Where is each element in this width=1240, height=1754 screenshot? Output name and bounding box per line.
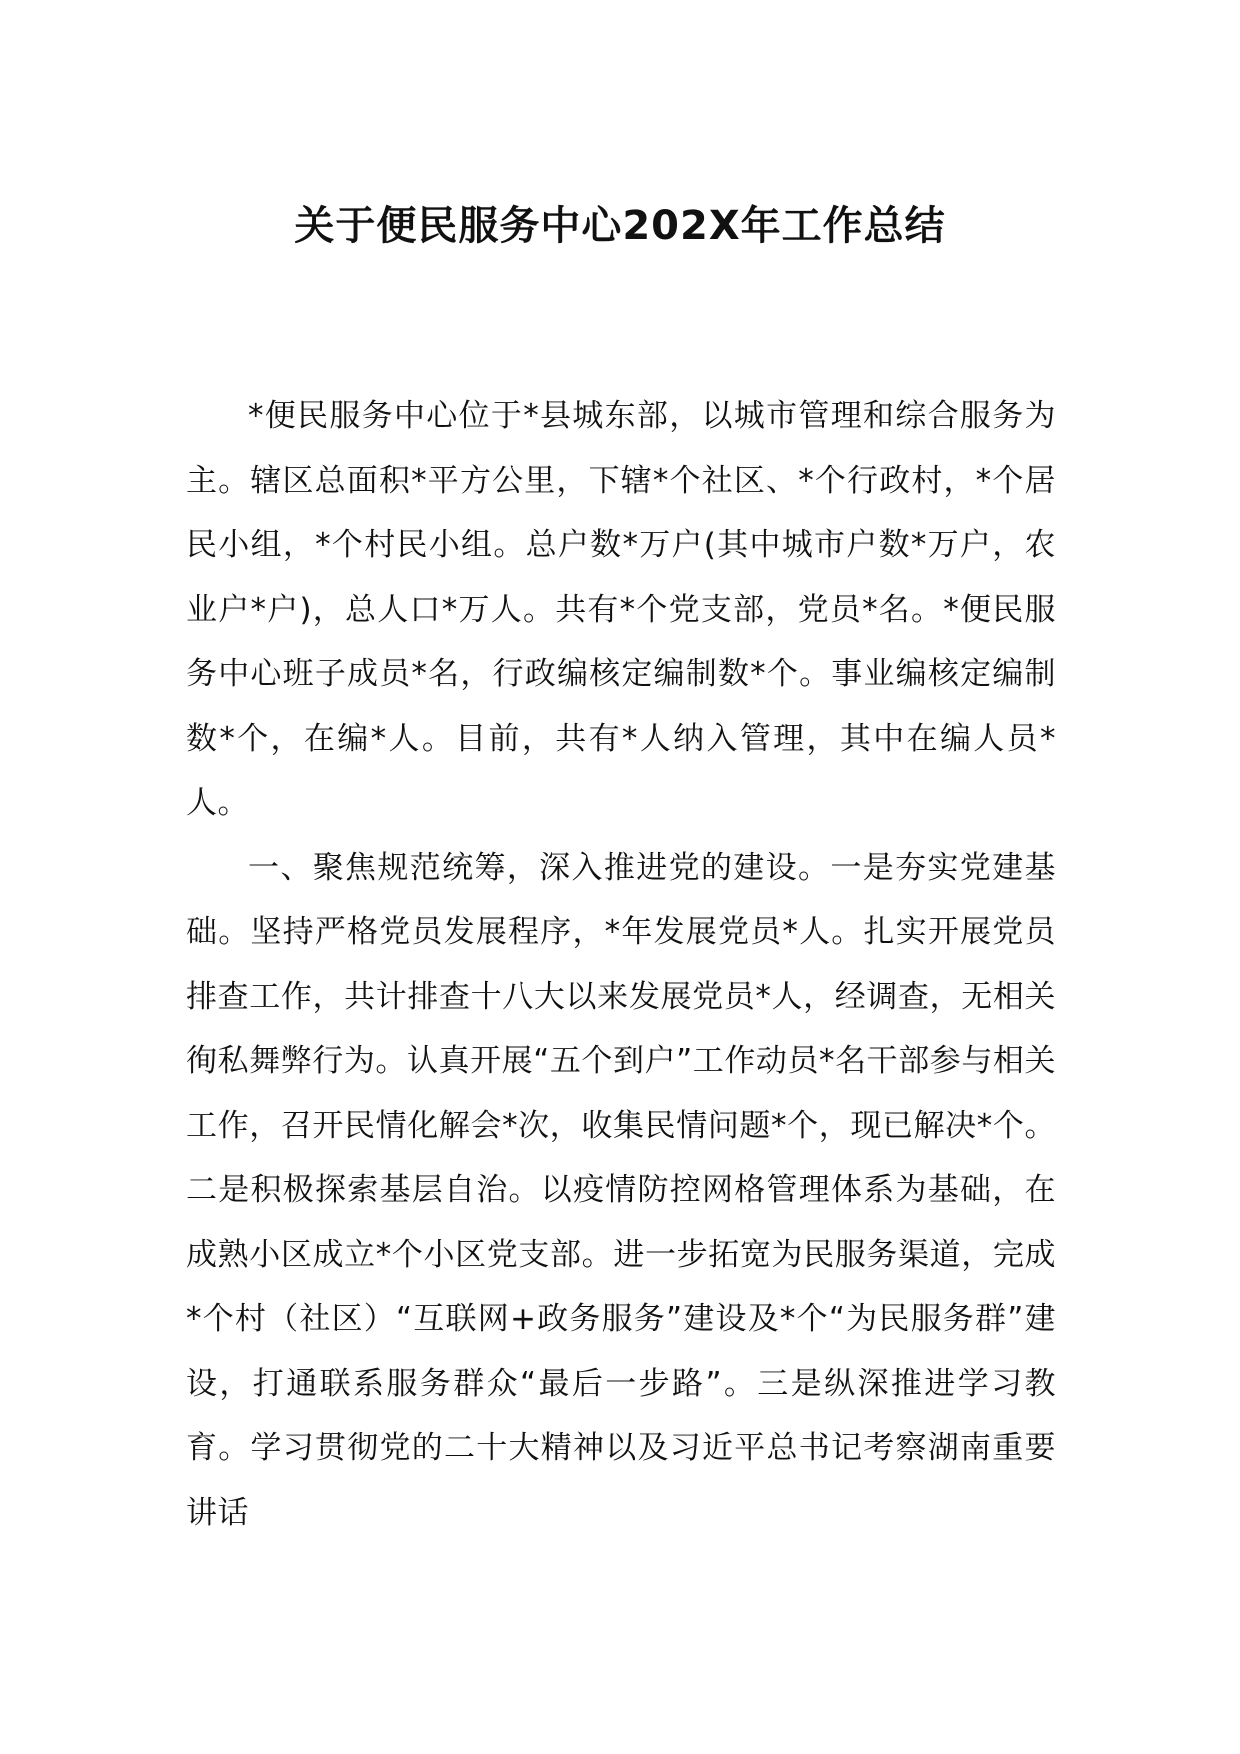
paragraph-intro: *便民服务中心位于*县城东部，以城市管理和综合服务为主。辖区总面积*平方公里，下辖*个社区、*个行政村，*个居民小组，*个村民小组。总户数*万户(其中城市户数*万户，农业户*户)，总人口*万人。共有*个党支部，党员*名。*便民服务中心班子成员*名，行政编核定编制数*个。事业编核定编制数*个，在编*人。目前，共有*人纳入管理，其中在编人员*人。 (186, 398, 1056, 821)
paragraph-party-building: 一、聚焦规范统筹，深入推进党的建设。一是夯实党建基础。坚持严格党员发展程序，*年发展党员*人。扎实开展党员排查工作，共计排查十八大以来发展党员*人，经调查，无相关徇私舞弊行为。认真开展“五个到户”工作动员*名干部参与相关工作，召开民情化解会*次，收集民情问题*个，现已解决*个。二是积极探索基层自治。以疫情防控网格管理体系为基础，在成熟小区成立*个小区党支部。进一步拓宽为民服务渠道，完成*个村（社区）“互联网+政务服务”建设及*个“为民服务群”建设，打通联系服务群众“最后一步路”。三是纵深推进学习教育。学习贯彻党的二十大精神以及习近平总书记考察湖南重要讲话 (186, 849, 1056, 1531)
document-body (186, 384, 1056, 1545)
document-title: 关于便民服务中心202X年工作总结 (294, 203, 946, 249)
